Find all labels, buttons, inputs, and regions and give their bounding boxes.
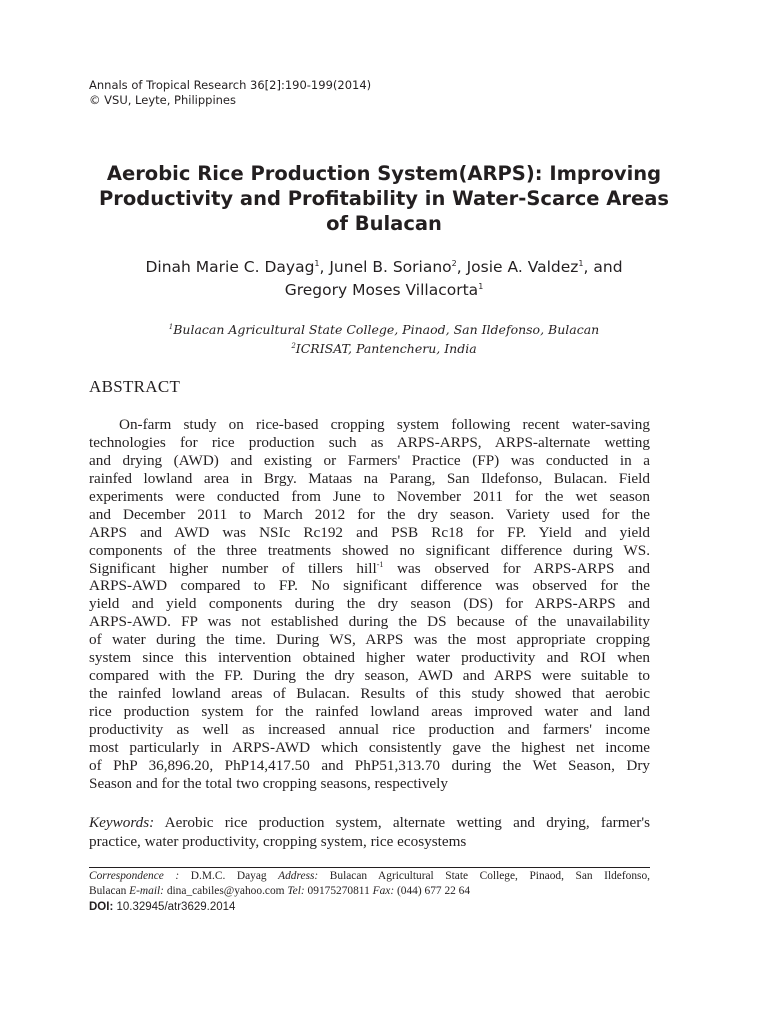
affiliation-line: [60, 339, 708, 358]
superscript: -1: [376, 559, 384, 569]
doi-line: [89, 901, 235, 913]
fax-number: (044) 677 22 64: [394, 885, 471, 897]
abstract-line: ARPS-AWD. FP was not established during the DS because of the unavailability: [89, 613, 650, 631]
journal-header: [89, 78, 371, 108]
affiliation-line: [60, 320, 708, 339]
fax-label: Fax:: [372, 885, 395, 897]
journal-citation: Annals of Tropical Research 36[2]:190-199(2014): [89, 78, 372, 92]
author-list: [60, 256, 708, 302]
abstract-line: components of the three treatments showed no significant difference during WS.: [89, 541, 650, 559]
author-name: Josie A. Valdez: [466, 258, 579, 276]
journal-copyright: © VSU, Leyte, Philippines: [89, 93, 236, 107]
keywords: [89, 813, 650, 851]
affiliation-mark: 2: [291, 341, 296, 350]
abstract-line: On-farm study on rice-based cropping system following recent water-saving: [119, 416, 650, 433]
tel-number: 09175270811: [304, 885, 373, 897]
abstract-line: and December 2011 to March 2012 for the dry season. Variety used for the: [89, 505, 650, 523]
author-separator: ,: [319, 258, 330, 276]
abstract-line: ARPS-AWD compared to FP. No significant difference was observed for the: [89, 577, 650, 595]
correspondence-label: Correspondence :: [89, 870, 191, 882]
abstract-line: most particularly in ARPS-AWD which consistently gave the highest net income: [89, 738, 650, 756]
affiliation-mark: 1: [478, 281, 484, 291]
title-line: of Bulacan: [326, 212, 442, 235]
abstract-text: Significant higher number of tillers hill: [89, 559, 377, 577]
abstract-line: system since this intervention obtained higher water productivity and ROI when: [89, 649, 650, 667]
keywords-label: Keywords:: [89, 814, 155, 831]
abstract-line: yield and yield components during the dry season (DS) for ARPS-ARPS and: [89, 595, 650, 613]
correspondence-line: [89, 884, 650, 899]
doi-label: DOI:: [89, 901, 114, 913]
abstract-text: was observed for ARPS-ARPS and: [383, 559, 650, 577]
author-separator: , and: [583, 258, 623, 276]
abstract-heading: ABSTRACT: [89, 377, 181, 396]
abstract-line: ARPS and AWD was NSIc Rc192 and PSB Rc18 for FP. Yield and yield: [89, 523, 650, 541]
affiliation-text: ICRISAT, Pantencheru, India: [295, 341, 477, 356]
abstract-line: of PhP 36,896.20, PhP14,417.50 and PhP51,313.70 during the Wet Season, Dry: [89, 756, 650, 774]
correspondence-line: [89, 869, 650, 884]
affiliation-mark: 1: [578, 258, 584, 268]
address-text: Bulacan: [89, 885, 130, 897]
affiliation-mark: 1: [314, 258, 320, 268]
author-separator: ,: [456, 258, 467, 276]
keywords-text: Aerobic rice production system, alternate wetting and drying, farmer's: [154, 814, 650, 831]
email-label: E-mail:: [129, 885, 164, 897]
tel-label: Tel:: [287, 885, 305, 897]
abstract-line: the rainfed lowland areas of Bulacan. Results of this study showed that aerobic: [89, 685, 650, 703]
affiliation-mark: 1: [168, 322, 174, 331]
correspondence-name: D.M.C. Dayag: [190, 870, 279, 882]
abstract-line: productivity as well as increased annual rice production and farmers' income: [89, 720, 650, 738]
abstract-line: rainfed lowland area in Brgy. Mataas na Parang, San Ildefonso, Bulacan. Field: [89, 469, 650, 487]
title-line: Productivity and Profitability in Water-Scarce Areas: [98, 187, 670, 210]
author-name: Dinah Marie C. Dayag: [145, 258, 315, 276]
abstract-line: of water during the time. During WS, ARPS was the most appropriate cropping: [89, 631, 650, 649]
doi-value: 10.32945/atr3629.2014: [113, 901, 236, 913]
affiliations: [60, 320, 708, 358]
abstract-line: technologies for rice production such as ARPS-ARPS, ARPS-alternate wetting: [89, 433, 650, 451]
author-name: Gregory Moses Villacorta: [284, 281, 479, 299]
correspondence: [89, 869, 650, 899]
abstract-line: [89, 560, 650, 578]
abstract-line: experiments were conducted from June to November 2011 for the wet season: [89, 487, 650, 505]
keywords-line: practice, water productivity, cropping system, rice ecosystems: [89, 833, 467, 850]
title-line: Aerobic Rice Production System(ARPS): Improving: [106, 162, 662, 185]
abstract-line: rice production system for the rainfed lowland areas improved water and land: [89, 703, 650, 720]
author-name: Junel B. Soriano: [329, 258, 452, 276]
email-address: dina_cabiles@yahoo.com: [163, 885, 288, 897]
footnote-divider: [89, 867, 650, 868]
abstract-body: [89, 416, 650, 793]
abstract-line: and drying (AWD) and existing or Farmers' Practice (FP) was conducted in a: [89, 451, 650, 469]
address-label: Address:: [278, 870, 319, 882]
abstract-line: Season and for the total two cropping seasons, respectively: [89, 774, 448, 792]
paper-title: [60, 161, 708, 236]
address-text: Bulacan Agricultural State College, Pinaod, San Ildefonso,: [318, 870, 651, 882]
affiliation-text: Bulacan Agricultural State College, Pinaod, San Ildefonso, Bulacan: [173, 322, 600, 337]
abstract-line: compared with the FP. During the dry season, AWD and ARPS were suitable to: [89, 667, 650, 685]
keywords-line: [89, 813, 650, 832]
affiliation-mark: 2: [451, 258, 457, 268]
